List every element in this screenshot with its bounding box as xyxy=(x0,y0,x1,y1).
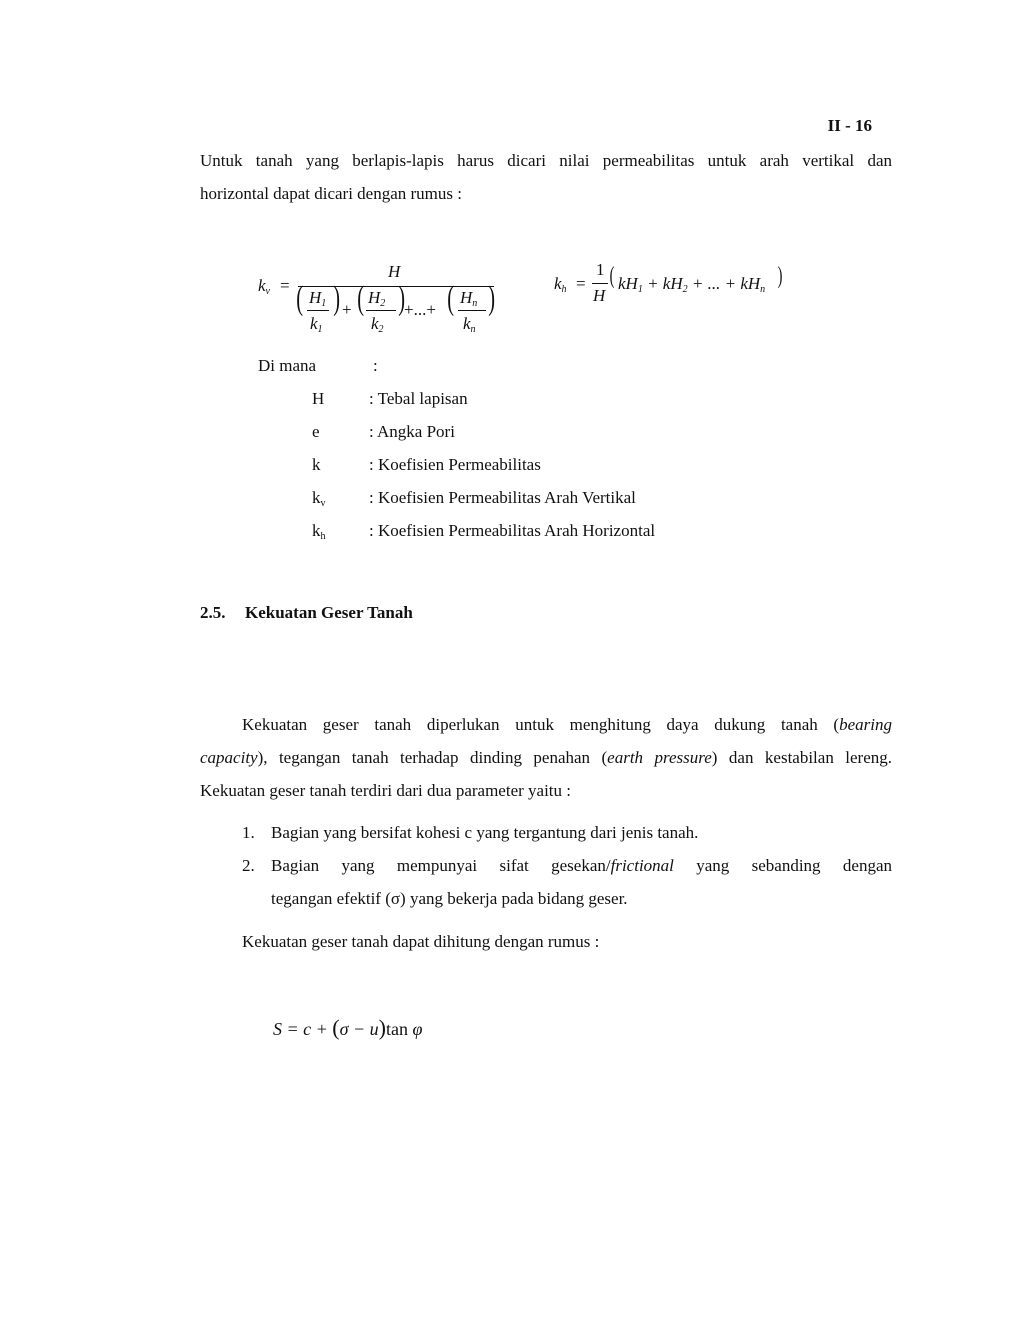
kv-term1-den: $k_1$ xyxy=(310,314,323,335)
kh-body: $kH_1 + kH_2$ + ... + $kH_n$ xyxy=(618,274,766,295)
list-number: 2. xyxy=(242,856,255,875)
formula-shear-strength: S = c + (σ − u)tan φ xyxy=(273,1015,423,1040)
paren-close: ) xyxy=(333,280,341,317)
intro-line-1: Untuk tanah yang berlapis-lapis harus dicari nilai permeabilitas untuk arah vertikal dan xyxy=(200,151,892,170)
kv-termn-num: $H_n$ xyxy=(460,288,478,309)
paren-open: ( xyxy=(357,280,365,317)
def-description: : Koefisien Permeabilitas Arah Horizontal xyxy=(369,521,656,540)
list-text: Bagian yang bersifat kohesi c yang tergantung dari jenis tanah. xyxy=(271,823,699,842)
formula-kv xyxy=(258,262,498,342)
kh-frac-den: H xyxy=(593,286,606,305)
paren-open: ( xyxy=(447,280,455,317)
paren-close: ) xyxy=(488,280,496,317)
where-colon: : xyxy=(373,356,378,375)
list-number: 1. xyxy=(242,823,255,842)
kv-termn-den: $k_n$ xyxy=(463,314,476,335)
section-title: Kekuatan Geser Tanah xyxy=(245,603,413,622)
section-heading xyxy=(200,603,413,623)
list-text: Bagian yang mempunyai sifat gesekan/frictional yang sebanding dengan xyxy=(271,856,893,875)
def-symbol: k xyxy=(312,455,321,474)
kv-plus: + xyxy=(342,300,352,319)
def-description: : Angka Pori xyxy=(369,422,455,441)
body-line-2: capacity), tegangan tanah terhadap dinding penahan (earth pressure) dan kestabilan lereng. xyxy=(200,748,892,767)
kv-term2-bar xyxy=(366,310,396,311)
closing-text: Kekuatan geser tanah dapat dihitung dengan rumus : xyxy=(242,932,600,951)
paren-open: ( xyxy=(296,280,304,317)
kv-lhs: $k_v$ xyxy=(258,276,270,297)
paren-close: ) xyxy=(398,280,406,317)
def-symbol: H xyxy=(312,389,325,408)
def-symbol: e xyxy=(312,422,320,441)
kh-equals: = xyxy=(576,274,586,293)
kv-term2-den: $k_2$ xyxy=(371,314,384,335)
where-label: Di mana xyxy=(258,356,317,375)
intro-line-2: horizontal dapat dicari dengan rumus : xyxy=(200,184,462,203)
body-line-1: Kekuatan geser tanah diperlukan untuk menghitung daya dukung tanah (bearing xyxy=(242,715,892,734)
section-number: 2.5. xyxy=(200,603,226,622)
paren-open: ( xyxy=(609,263,615,289)
page-number: II - 16 xyxy=(827,116,872,135)
kv-equals: = xyxy=(280,276,290,295)
def-symbol: $k_h$ xyxy=(312,521,326,542)
kv-term1-num: $H_1$ xyxy=(309,288,327,309)
kv-termn-bar xyxy=(458,310,486,311)
def-symbol: $k_v$ xyxy=(312,488,326,509)
kh-lhs: $k_h$ xyxy=(554,274,567,295)
kh-fraction-bar xyxy=(592,283,608,284)
kv-term1-bar xyxy=(307,310,329,311)
def-description: : Koefisien Permeabilitas xyxy=(369,455,541,474)
kh-frac-num: 1 xyxy=(596,260,605,279)
kv-term2-num: $H_2$ xyxy=(368,288,386,309)
kv-numerator: H xyxy=(388,262,401,281)
body-line-3: Kekuatan geser tanah terdiri dari dua parameter yaitu : xyxy=(200,781,571,800)
formula-kh xyxy=(554,262,814,312)
list-text-continued: tegangan efektif (σ) yang bekerja pada bidang geser. xyxy=(271,889,628,908)
kv-ellipsis: +...+ xyxy=(404,300,436,319)
list-item xyxy=(242,816,892,849)
def-description: : Tebal lapisan xyxy=(369,389,468,408)
list-item xyxy=(242,849,892,915)
kv-fraction-bar xyxy=(298,286,494,287)
def-description: : Koefisien Permeabilitas Arah Vertikal xyxy=(369,488,636,507)
paren-close: ) xyxy=(777,263,783,289)
